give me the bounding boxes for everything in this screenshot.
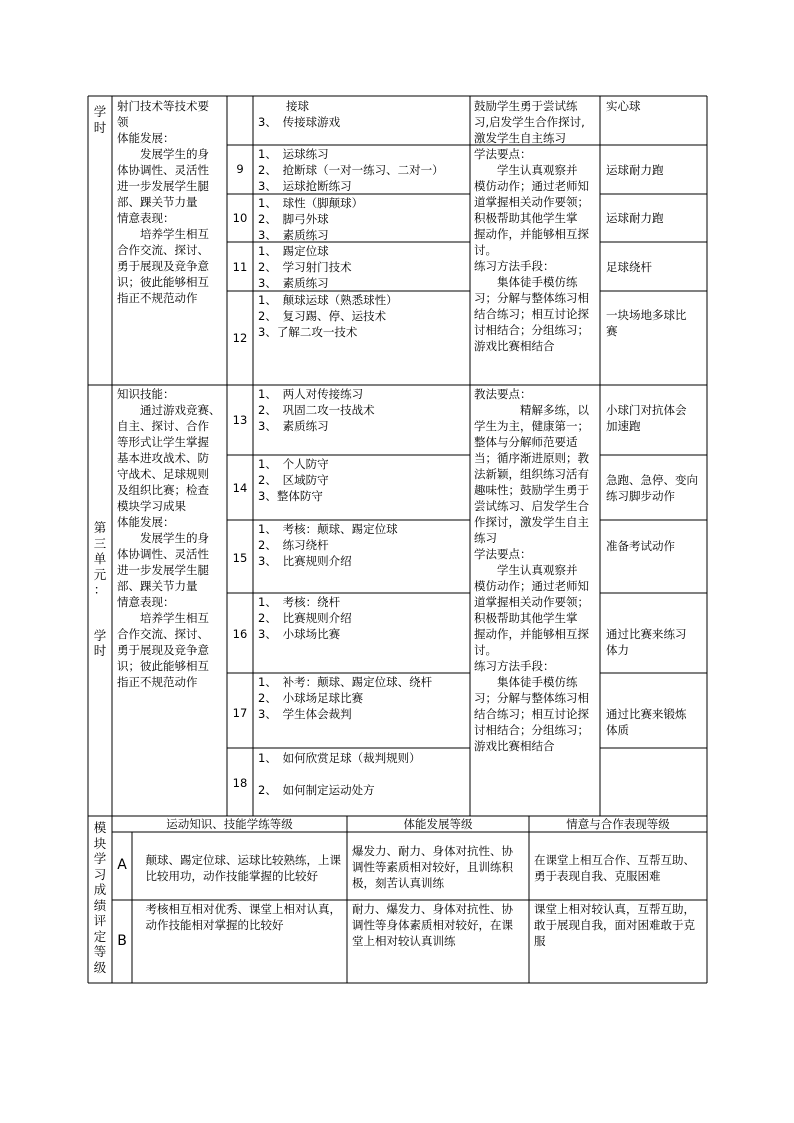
assessment-side-label: 模 块 学 习 成 绩 评 定 等 级 <box>93 820 107 975</box>
lesson-content: 接球 3、 传接球游戏 <box>258 99 341 129</box>
grade-label-a: A <box>117 857 127 873</box>
lesson-number: 16 <box>232 627 248 641</box>
lesson-number: 13 <box>232 413 248 427</box>
lesson-number: 10 <box>232 211 248 225</box>
lesson-number: 18 <box>232 776 248 790</box>
header-emotion-grade: 情意与合作表现等级 <box>566 817 670 831</box>
lesson-note: 小球门对抗体会 加速跑 <box>606 403 687 433</box>
grade-label-b: B <box>117 933 127 949</box>
grade-b-skill: 考核相互相对优秀、课堂上相对认真， 动作技能相对掌握的比较好 <box>134 902 341 932</box>
lesson-content: 1、 两人对传接练习 2、 巩固二攻一技战术 3、 素质练习 <box>258 387 375 433</box>
lesson-content: 1、 考核：绕杆 2、 比赛规则介绍 3、 小球场比赛 <box>258 595 352 641</box>
lesson-note: 实心球 <box>606 99 641 113</box>
unit3-method: 教法要点： 精解多练，以 学生为主，健康第一； 整体与分解师范要适 当；循序渐进原则；教 法新颖，组织练习活有 趣味性；鼓励学生勇于 尝试练习、启发学生合 作探讨，激发学生自主 练习 学法要点： 学生认真观察并 模仿动作；通过老师知 道掌握相关动作要领； 积极帮助其他学生掌 握动作，并能够相互探 讨。 练习方法手段： 集体徒手模仿练 习；分解与整体练习相 结合练习；相互讨论探 讨相结合；分组练习； 游戏比赛相结合 <box>474 387 589 753</box>
lesson-content: 1、 颠球运球（熟悉球性） 2、 复习踢、停、运技术 3、了解二攻一技术 <box>258 293 398 339</box>
lesson-content: 1、 补考：颠球、踢定位球、绕杆 2、 小球场足球比赛 3、 学生体会裁判 <box>258 675 433 721</box>
lesson-note: 通过比赛来锻炼 体质 <box>606 707 687 737</box>
lesson-note: 急跑、急停、变向 练习脚步动作 <box>606 473 698 503</box>
lesson-note: 一块场地多球比 赛 <box>606 308 687 338</box>
lesson-content: 1、 踢定位球 2、 学习射门技术 3、 素质练习 <box>258 244 352 290</box>
grade-a-skill: 颠球、踢定位球、运球比较熟练，上课 比较用功，动作技能掌握的比较好 <box>134 853 341 883</box>
lesson-number: 11 <box>232 260 248 274</box>
unit2-method: 鼓励学生勇于尝试练 习,启发学生合作探讨, 激发学生自主练习 学法要点： 学生认真观察并 模仿动作；通过老师知 道掌握相关动作要领； 积极帮助其他学生掌 握动作，并能够相互探 讨。 练习方法手段： 集体徒手模仿练 习；分解与整体练习相 结合练习；相互讨论探 讨相结合；分组练习； 游戏比赛相结合 <box>474 99 589 353</box>
grade-b-fitness: 耐力、爆发力、身体对抗性、协 调性等身体素质相对较好，在课 堂上相对较认真训练 <box>352 902 513 948</box>
lesson-note: 通过比赛来练习 体力 <box>606 627 687 657</box>
lesson-note: 准备考试动作 <box>606 539 675 553</box>
grade-a-emotion: 在课堂上相互合作、互帮互助、 勇于表现自我、克服困难 <box>534 853 695 883</box>
lesson-content: 1、 个人防守 2、 区域防守 3、整体防守 <box>258 457 329 503</box>
unit3-side-label: 第 三 单 元 ： 学 时 <box>93 520 107 658</box>
header-skill-grade: 运动知识、技能学练等级 <box>166 817 293 831</box>
lesson-content: 1、 运球练习 2、 抢断球（一对一练习、二对一） 3、 运球抢断练习 <box>258 147 444 193</box>
header-fitness-grade: 体能发展等级 <box>403 817 473 831</box>
unit2-side-label: 学 时 <box>93 104 107 135</box>
grade-a-fitness: 爆发力、耐力、身体对抗性、协 调性等素质相对较好，且训练积 极，刻苦认真训练 <box>352 844 513 890</box>
grade-b-emotion: 课堂上相对较认真，互帮互助， 敢于展现自我，面对困难敢于克 服 <box>534 902 695 948</box>
lesson-note: 运球耐力跑 <box>606 163 664 177</box>
lesson-content: 1、 考核：颠球、踢定位球 2、 练习绕杆 3、 比赛规则介绍 <box>258 522 398 568</box>
lesson-note: 足球绕杆 <box>606 260 652 274</box>
lesson-number: 12 <box>232 331 248 345</box>
unit3-objectives: 知识技能： 通过游戏竞赛、 自主、探讨、合作 等形式让学生掌握 基本进攻战术、防 守战术、足球规则 及组织比赛；检查 模块学习成果 体能发展： 发展学生的身 体协调性、灵活性 进一步发展学生腿 部、踝关节力量 情意表现： 培养学生相互 合作交流、探讨、 勇于展现及竞争意 识；彼此能够相互 指正不规范动作 <box>117 387 221 689</box>
unit2-objectives: 射门技术等技术要 领 体能发展： 发展学生的身 体协调性、灵活性 进一步发展学生腿 部、踝关节力量 情意表现： 培养学生相互 合作交流、探讨、 勇于展现及竞争意 识；彼此能够相互 指正不规范动作 <box>117 99 209 305</box>
lesson-content: 1、 如何欣赏足球（裁判规则） 2、 如何制定运动处方 <box>258 751 421 797</box>
lesson-number: 14 <box>232 481 248 495</box>
lesson-content: 1、 球性（脚颠球） 2、 脚弓外球 3、 素质练习 <box>258 196 364 242</box>
lesson-note: 运球耐力跑 <box>606 211 664 225</box>
lesson-number: 15 <box>232 551 248 565</box>
lesson-number: 17 <box>232 706 248 720</box>
lesson-number: 9 <box>236 162 244 176</box>
